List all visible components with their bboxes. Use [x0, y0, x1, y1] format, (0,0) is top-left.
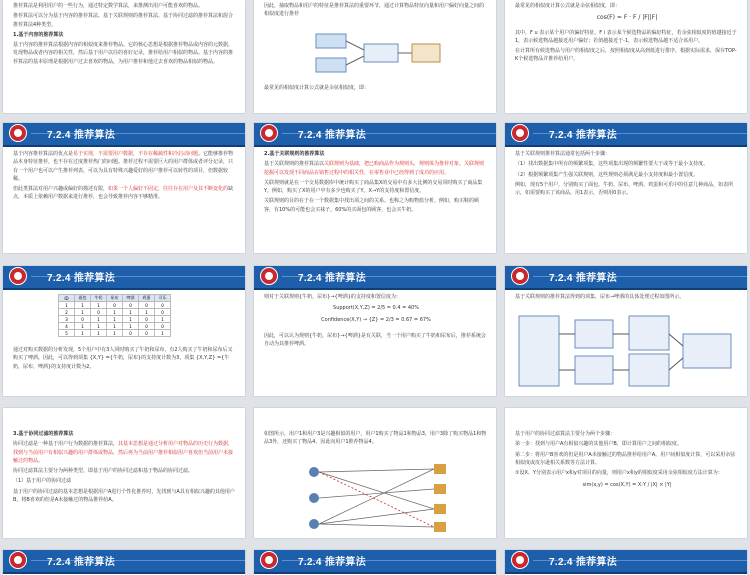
- text: 其中，F u 表示某个用户的偏好特征，F i 表示某个候选物品的偏好特征，若余弦相似度的值越接近于1，表示候选物品越接近用户偏好；若值越接近于-1，表示候选物品越不适合该用户。: [515, 29, 737, 44]
- text: 基于关联规则推荐算法通常包括两个步骤：: [515, 151, 611, 157]
- table-cell: 0: [107, 302, 123, 309]
- text: 基于关联规则的推荐算法以关联规则为基础，把已购商品作为规则头，规则体为推荐对象。关联规则挖掘可以发现不同商品在销售过程中的相关性，在零售业中已经得到了成功的应用。: [264, 161, 485, 176]
- university-logo-icon: [511, 551, 529, 569]
- table-cell: 1: [91, 316, 107, 323]
- table-cell: 尿布: [107, 295, 123, 302]
- table-cell: 1: [123, 309, 139, 316]
- association-process-diagram: [517, 314, 737, 390]
- text: 通过对购买数据的分析发现，5个用户中有3人同时购买了牛奶和尿布，有2人购买了牛奶和尿布后又购买了啤酒。因此，可以得到项集 {X,Y} ={牛奶，尿布}的支持度计数为3，项集 {X,Y,Z} ={牛奶，尿布，啤酒}的支持度计数为2。: [13, 347, 233, 370]
- table-cell: 2: [59, 309, 75, 316]
- heading: 1.基于内容的推荐算法: [13, 31, 64, 38]
- text: ①设X、Y分别表示用户x和y对项目的向量，则用户x和y的相似度采用余弦相似度方法计算为：: [515, 470, 723, 477]
- slide-title: 7.2.4 推荐算法: [298, 557, 367, 568]
- table-cell: 1: [75, 302, 91, 309]
- table-row: [59, 316, 171, 323]
- slide-r1-right[interactable]: [505, 0, 747, 113]
- text: 基于用户的协同过滤的基本思想是根据用户A进行个性化推荐时，先找到与A具有相似兴趣的其他用户B，将B喜欢的但是A未接触过的物品推荐给A。: [13, 488, 235, 504]
- text: 推荐算法是利用用户的一些行为，通过特定数学算法，来推测出用户可能喜欢的物品。: [13, 3, 204, 9]
- purchase-table: [58, 294, 171, 337]
- text: 例如，现有5个用户，分别购买了面包、牛奶、尿布、啤酒、鸡蛋和可乐中的任意几种商品，如表所示，如需要购买了该商品，用1表示，否则用0表示。: [515, 181, 734, 197]
- text: （1）基于用户的协同过滤: [13, 478, 72, 485]
- table-row: [59, 323, 171, 330]
- table-cell: 1: [59, 302, 75, 309]
- slide-r2-right[interactable]: [505, 123, 747, 253]
- table-cell: 0: [155, 302, 171, 309]
- table-cell: 0: [139, 316, 155, 323]
- slide-header: [505, 550, 747, 574]
- table-cell: 牛奶: [91, 295, 107, 302]
- caption: 最常见的相似度计算公式就是余弦相似度，即：: [264, 85, 370, 91]
- text: （1）找出数据集中所有的频繁项集，这些项集出现的频繁性要大于或等于最小支持度。: [515, 161, 709, 168]
- table-row: [59, 302, 171, 309]
- table-cell: 0: [139, 302, 155, 309]
- table-row: [59, 330, 171, 337]
- table-cell: 面包: [75, 295, 91, 302]
- slide-title: 7.2.4 推荐算法: [298, 130, 367, 141]
- slide-r3-left[interactable]: [3, 266, 245, 396]
- table-cell: 1: [107, 330, 123, 337]
- table-row: [59, 309, 171, 316]
- table-cell: 1: [75, 323, 91, 330]
- table-cell: 0: [75, 316, 91, 323]
- slide-r2-mid[interactable]: [254, 123, 496, 253]
- table-cell: 0: [123, 302, 139, 309]
- slide-header: [505, 266, 747, 290]
- slide-header: [254, 266, 496, 290]
- slide-title: 7.2.4 推荐算法: [47, 130, 116, 141]
- table-cell: 可乐: [155, 295, 171, 302]
- text: 基于内容的推荐算法根据内容的相似度来推荐物品。它的核心思想是根据推荐物品或内容的元数据，发现物品或者内容的相关性，然后基于用户以往的喜好记录，推荐给用户相似的物品。基于内容的推荐算法的基本原理是根据用户过去喜欢的物品，为用户推荐和他过去喜欢的物品相似的物品。: [13, 42, 234, 65]
- text: 基于用户的协同过滤算法主要分为两个步骤：: [515, 431, 616, 437]
- table-cell: 1: [91, 330, 107, 337]
- slide-r3-mid[interactable]: [254, 266, 496, 396]
- confidence-formula: Confidence(X,Y) → {Z} = 2/3 = 0.67 = 67%: [321, 316, 431, 323]
- table-cell: 1: [75, 309, 91, 316]
- slide-r3-right[interactable]: [505, 266, 747, 396]
- slide-r2-left[interactable]: [3, 123, 245, 253]
- table-cell: 1: [123, 323, 139, 330]
- content-recommend-diagram: [314, 30, 444, 78]
- text: 第一步：找到与用户A有相似兴趣的其他用户B，即计算用户之间的相似度。: [515, 441, 682, 448]
- slide-title: 7.2.4 推荐算法: [549, 130, 618, 141]
- slide-r1-left[interactable]: [3, 0, 245, 113]
- text: 如图所示，用户1和用户3是兴趣相似的用户，用户1购买了物品1和物品3，用户3除了购买物品1和物品3外，还购买了物品4，因此向用户1推荐物品4。: [264, 431, 487, 446]
- table-cell: 1: [155, 316, 171, 323]
- university-logo-icon: [260, 551, 278, 569]
- university-logo-icon: [511, 124, 529, 142]
- cosine-formula: cos(F) = F · F / |F||F|: [596, 14, 658, 22]
- text: 最常见的相似度计算公式就是余弦相似度，即：: [515, 3, 621, 9]
- text: 基于内容推荐算法的优点是易于实现，不需要用户数据，不存在稀疏性和冷启动问题。它能够推荐物品本身特征推荐，也不存在过度推荐热门的问题。推荐过程不需要巨大的用户群体或者评分记录，只有一个用户也可以产生推荐列表，可以为具有特殊兴趣爱好的用户推荐可以转性的项目，但数据较稀。: [13, 151, 234, 182]
- slide-title: 7.2.4 推荐算法: [47, 557, 116, 568]
- table-cell: 0: [139, 323, 155, 330]
- text: 则对于关联规则{牛奶，尿布}→{啤酒}的支持度和置信度为：: [264, 294, 401, 300]
- text: 因此，抽取物品和用户的特征是推荐算法的重要环节，通过计算物品特征向量和用户偏好向量之间的相似度进行推荐: [264, 3, 485, 18]
- text: 在计算所有候选物品与用户的相似度之后，按照相似度从高到低进行排序，根据实际需求，保存TOP-K个候选物品并推荐给用户。: [515, 48, 737, 63]
- table-cell: 5: [59, 330, 75, 337]
- text: 协同过滤是一种基于用户行为数据的推荐算法，其基本思想是通过分析用户对物品的历史行为数据，找到与当前用户有相似兴趣的用户群体或物品，然后再为当前用户推荐相似用户喜欢但当前用户未接触过的物品。: [13, 441, 234, 464]
- similarity-formula: sim(x,y) = cos(X,Y) = X·Y / |X| × |Y|: [582, 482, 672, 489]
- slide-header: [254, 123, 496, 147]
- university-logo-icon: [9, 124, 27, 142]
- text: 第二步：将用户B喜欢的但是用户A未接触过的物品推荐给用户A。用户间相似度计算，可以采用余弦相似度或皮尔逊相关系数等方法计算。: [515, 451, 736, 466]
- text: 推荐算法可以分为基于内容的推荐算法、基于关联规则的推荐算法、基于协同过滤的推荐算法和混合推荐算法4种类型。: [13, 13, 234, 28]
- table-cell: 1: [155, 330, 171, 337]
- university-logo-icon: [260, 124, 278, 142]
- slide-title: 7.2.4 推荐算法: [549, 557, 618, 568]
- table-cell: 0: [91, 309, 107, 316]
- table-header-row: [59, 295, 171, 302]
- slide-title: 7.2.4 推荐算法: [47, 273, 116, 284]
- table-cell: 1: [107, 316, 123, 323]
- university-logo-icon: [9, 551, 27, 569]
- slide-r5-mid[interactable]: [254, 550, 496, 575]
- table-cell: 1: [91, 302, 107, 309]
- table-cell: 0: [155, 309, 171, 316]
- slide-title: 7.2.4 推荐算法: [298, 273, 367, 284]
- table-cell: 鸡蛋: [139, 295, 155, 302]
- slide-r5-right[interactable]: [505, 550, 747, 575]
- slide-title: 7.2.4 推荐算法: [549, 273, 618, 284]
- university-logo-icon: [511, 267, 529, 285]
- text: 因此，可以认为规则{牛奶，尿布}→{啤酒}是有关联，当一个用户购买了牛奶和尿布后，推荐系统会自动为其推荐啤酒。: [264, 332, 486, 348]
- text: 关联规则的目的在于在一个数据集中找出项之间的关系。也称之为购物篮分析。例如，购买鞋的顾客，有10%的可能也会买袜子，60%的买面包的顾客，也会买牛奶。: [264, 198, 480, 213]
- slide-r1-mid[interactable]: [254, 0, 496, 113]
- text: （2）根据频繁项集产生强关联规则，这些规则必须满足最小支持度和最小置信度。: [515, 171, 699, 178]
- user-item-graph: [294, 462, 464, 534]
- table-cell: 0: [123, 330, 139, 337]
- slide-header: [505, 123, 747, 147]
- slide-r4-mid[interactable]: [254, 408, 496, 538]
- university-logo-icon: [260, 267, 278, 285]
- slide-header: [3, 123, 245, 147]
- table-cell: 1: [107, 323, 123, 330]
- slide-header: [3, 550, 245, 574]
- heading: 3.基于协同过滤的推荐算法: [13, 431, 74, 437]
- table-cell: 4: [59, 323, 75, 330]
- table-cell: 1: [91, 323, 107, 330]
- slide-r4-right[interactable]: [505, 408, 747, 538]
- heading: 2.基于关联规则的推荐算法: [264, 151, 325, 157]
- support-formula: Support(X,Y,Z) = 2/5 = 0.4 = 40%: [333, 305, 419, 312]
- table-cell: 啤酒: [123, 295, 139, 302]
- table-cell: 1: [75, 330, 91, 337]
- table-cell: 1: [107, 309, 123, 316]
- table-cell: ID: [59, 295, 75, 302]
- table-cell: 0: [155, 323, 171, 330]
- slide-r5-left[interactable]: [3, 550, 245, 575]
- text: 基于关联规则的推荐算法得到的项集，尿布→啤酒的具体处理过程如图所示。: [515, 294, 685, 300]
- table-cell: 0: [139, 330, 155, 337]
- text: 但此类算法对用户兴趣或偏好的描述有限，如果一个人偏好不固定，往往存在用户及其不断变化的缺点，本质上依赖用户数据来进行推荐，也会导致推荐内容不够精准。: [13, 186, 234, 201]
- text: 关联规则就是在一个交易数据库中统计购买了商品集X的交易中有多大比例的交易同时购买了商品集Y。例如，购买了X的用户中有多少也购买了Y。X→Y的支持度和置信度。: [264, 179, 483, 195]
- slide-r4-left[interactable]: [3, 408, 245, 538]
- slide-header: [254, 550, 496, 574]
- text: 协同过滤算法主要分为两种类型，即基于用户的协同过滤和基于物品的协同过滤。: [13, 468, 194, 475]
- university-logo-icon: [9, 267, 27, 285]
- table-cell: 3: [59, 316, 75, 323]
- slide-header: [3, 266, 245, 290]
- table-cell: 1: [139, 309, 155, 316]
- table-cell: 1: [123, 316, 139, 323]
